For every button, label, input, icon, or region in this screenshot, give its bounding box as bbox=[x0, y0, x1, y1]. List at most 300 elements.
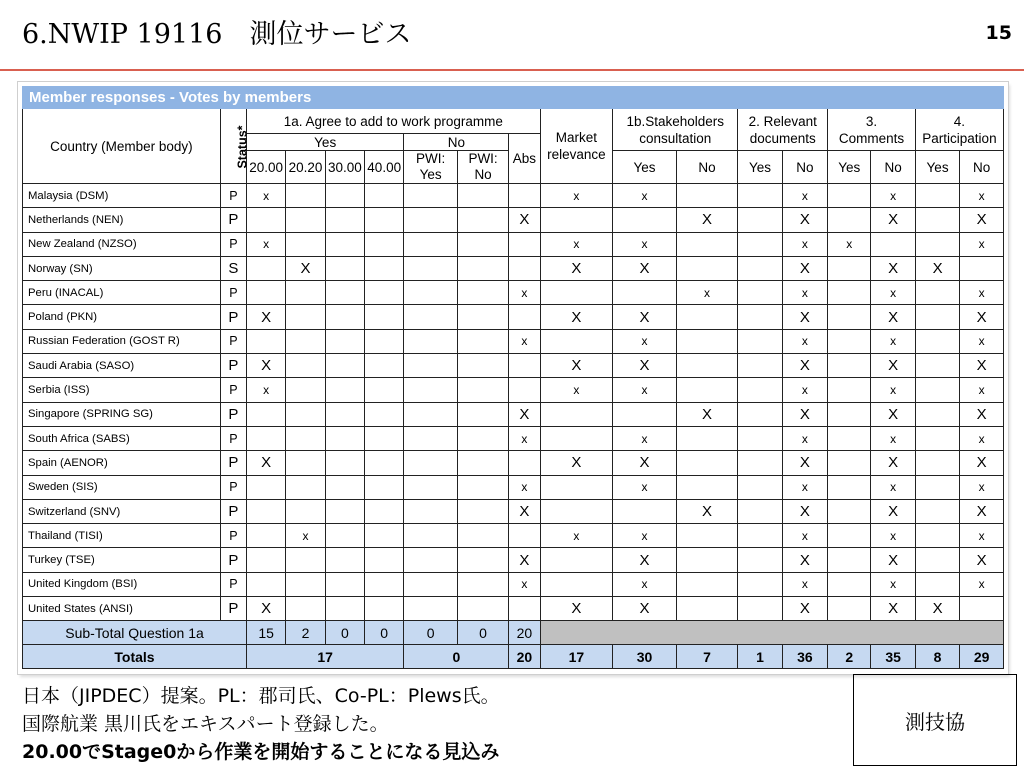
pwi-no-header: PWI: No bbox=[457, 151, 508, 184]
participation-yes-header: Yes bbox=[915, 151, 959, 184]
vote-cell: X bbox=[676, 402, 738, 426]
status-cell: P bbox=[220, 597, 246, 621]
vote-cell bbox=[738, 232, 782, 256]
vote-cell: X bbox=[871, 597, 915, 621]
vote-cell: X bbox=[871, 451, 915, 475]
vote-cell bbox=[828, 402, 871, 426]
vote-cell bbox=[509, 524, 540, 548]
vote-cell: X bbox=[782, 354, 827, 378]
documents-header: 2. Relevant documents bbox=[738, 109, 828, 151]
vote-cell: X bbox=[871, 208, 915, 232]
vote-cell bbox=[540, 329, 613, 353]
country-cell: Norway (SN) bbox=[23, 256, 221, 280]
stakeholders-header: 1b.Stakeholders consultation bbox=[613, 109, 738, 151]
vote-cell: X bbox=[782, 548, 827, 572]
vote-cell: x bbox=[509, 572, 540, 596]
vote-cell bbox=[828, 572, 871, 596]
vote-cell: X bbox=[782, 305, 827, 329]
vote-cell bbox=[738, 524, 782, 548]
vote-cell bbox=[365, 208, 404, 232]
vote-cell bbox=[540, 402, 613, 426]
vote-cell bbox=[676, 524, 738, 548]
country-cell: Sweden (SIS) bbox=[23, 475, 221, 499]
vote-cell bbox=[286, 184, 325, 208]
country-cell: South Africa (SABS) bbox=[23, 426, 221, 450]
country-cell: Netherlands (NEN) bbox=[23, 208, 221, 232]
vote-cell bbox=[286, 281, 325, 305]
vote-cell: x bbox=[871, 281, 915, 305]
table-row bbox=[23, 354, 1004, 378]
vote-cell bbox=[365, 281, 404, 305]
vote-cell bbox=[828, 378, 871, 402]
vote-cell: X bbox=[509, 402, 540, 426]
status-cell: P bbox=[220, 524, 246, 548]
vote-cell: x bbox=[676, 281, 738, 305]
vote-cell bbox=[613, 402, 677, 426]
vote-cell bbox=[286, 354, 325, 378]
table-row bbox=[23, 208, 1004, 232]
vote-cell bbox=[915, 402, 959, 426]
vote-cell: x bbox=[871, 329, 915, 353]
vote-cell bbox=[540, 572, 613, 596]
country-cell: Serbia (ISS) bbox=[23, 378, 221, 402]
vote-cell: X bbox=[871, 548, 915, 572]
vote-cell: x bbox=[871, 184, 915, 208]
vote-cell: X bbox=[247, 597, 286, 621]
vote-cell bbox=[676, 475, 738, 499]
vote-cell bbox=[457, 451, 508, 475]
vote-cell bbox=[325, 184, 364, 208]
vote-cell: x bbox=[509, 329, 540, 353]
vote-cell bbox=[828, 548, 871, 572]
country-cell: United States (ANSI) bbox=[23, 597, 221, 621]
vote-cell: x bbox=[613, 572, 677, 596]
subtotal-cell: 2 bbox=[286, 621, 325, 645]
vote-cell: X bbox=[960, 354, 1004, 378]
status-cell: P bbox=[220, 572, 246, 596]
vote-cell bbox=[828, 499, 871, 523]
table-row bbox=[23, 597, 1004, 621]
vote-cell bbox=[457, 378, 508, 402]
vote-cell: X bbox=[960, 208, 1004, 232]
vote-cell bbox=[325, 232, 364, 256]
yes-col-header: 30.00 bbox=[325, 151, 364, 184]
vote-cell bbox=[247, 426, 286, 450]
vote-cell bbox=[676, 256, 738, 280]
country-cell: Russian Federation (GOST R) bbox=[23, 329, 221, 353]
vote-cell bbox=[325, 597, 364, 621]
vote-cell: x bbox=[782, 572, 827, 596]
vote-cell bbox=[247, 208, 286, 232]
totals-documents-no: 36 bbox=[782, 645, 827, 669]
totals-participation-no: 29 bbox=[960, 645, 1004, 669]
vote-cell bbox=[676, 232, 738, 256]
yes-col-header: 20.00 bbox=[247, 151, 286, 184]
vote-cell: x bbox=[782, 329, 827, 353]
vote-cell bbox=[457, 597, 508, 621]
vote-cell: X bbox=[871, 305, 915, 329]
vote-cell: x bbox=[782, 524, 827, 548]
votes-table bbox=[22, 86, 1004, 669]
page-number: 15 bbox=[985, 22, 1012, 44]
table-row bbox=[23, 305, 1004, 329]
vote-cell bbox=[828, 208, 871, 232]
vote-cell bbox=[404, 232, 457, 256]
vote-cell bbox=[540, 475, 613, 499]
footnote-line: 20.00でStage0から作業を開始することになる見込み bbox=[22, 741, 500, 763]
yes-group-header: Yes bbox=[247, 134, 404, 151]
vote-cell bbox=[404, 256, 457, 280]
vote-cell bbox=[915, 426, 959, 450]
vote-cell: x bbox=[613, 329, 677, 353]
vote-cell bbox=[915, 208, 959, 232]
vote-cell bbox=[325, 548, 364, 572]
vote-cell bbox=[457, 281, 508, 305]
vote-cell bbox=[325, 475, 364, 499]
vote-cell bbox=[828, 305, 871, 329]
country-cell: Malaysia (DSM) bbox=[23, 184, 221, 208]
slide-title: 6.NWIP 19116 測位サービス bbox=[22, 19, 412, 50]
vote-cell bbox=[540, 499, 613, 523]
vote-cell bbox=[738, 499, 782, 523]
vote-cell bbox=[738, 402, 782, 426]
vote-cell: x bbox=[871, 475, 915, 499]
vote-cell: x bbox=[782, 281, 827, 305]
participation-header: 4. Participation bbox=[915, 109, 1003, 151]
vote-cell: x bbox=[960, 524, 1004, 548]
vote-cell bbox=[738, 256, 782, 280]
totals-no: 0 bbox=[404, 645, 509, 669]
comments-no-header: No bbox=[871, 151, 915, 184]
vote-cell bbox=[915, 354, 959, 378]
vote-cell bbox=[457, 499, 508, 523]
vote-cell bbox=[404, 402, 457, 426]
vote-cell: x bbox=[782, 426, 827, 450]
vote-cell: X bbox=[960, 548, 1004, 572]
vote-cell bbox=[738, 378, 782, 402]
vote-cell: x bbox=[960, 329, 1004, 353]
vote-cell bbox=[325, 451, 364, 475]
totals-row bbox=[23, 645, 1004, 669]
vote-cell bbox=[915, 329, 959, 353]
vote-cell bbox=[676, 378, 738, 402]
country-header: Country (Member body) bbox=[23, 109, 221, 184]
participation-no-header: No bbox=[960, 151, 1004, 184]
vote-cell bbox=[365, 184, 404, 208]
table-row bbox=[23, 524, 1004, 548]
vote-cell: x bbox=[509, 426, 540, 450]
vote-cell bbox=[915, 548, 959, 572]
totals-yes: 17 bbox=[247, 645, 404, 669]
vote-cell bbox=[404, 208, 457, 232]
vote-cell bbox=[365, 475, 404, 499]
vote-cell bbox=[738, 597, 782, 621]
vote-cell bbox=[828, 524, 871, 548]
vote-cell bbox=[828, 426, 871, 450]
table-row bbox=[23, 426, 1004, 450]
status-cell: S bbox=[220, 256, 246, 280]
vote-cell: X bbox=[782, 499, 827, 523]
vote-cell: x bbox=[960, 572, 1004, 596]
table-row bbox=[23, 451, 1004, 475]
vote-cell bbox=[325, 426, 364, 450]
vote-cell bbox=[286, 426, 325, 450]
vote-cell bbox=[738, 572, 782, 596]
vote-cell: X bbox=[613, 354, 677, 378]
vote-cell bbox=[457, 524, 508, 548]
vote-cell: X bbox=[915, 597, 959, 621]
vote-cell: x bbox=[782, 378, 827, 402]
vote-cell: X bbox=[613, 256, 677, 280]
vote-cell bbox=[404, 572, 457, 596]
vote-cell bbox=[738, 548, 782, 572]
vote-cell bbox=[457, 208, 508, 232]
status-cell: P bbox=[220, 232, 246, 256]
vote-cell bbox=[540, 548, 613, 572]
totals-participation-yes: 8 bbox=[915, 645, 959, 669]
vote-cell: X bbox=[509, 208, 540, 232]
subtotal-label: Sub-Total Question 1a bbox=[23, 621, 247, 645]
vote-cell: X bbox=[782, 402, 827, 426]
status-cell: P bbox=[220, 305, 246, 329]
vote-cell: x bbox=[871, 524, 915, 548]
comments-header: 3. Comments bbox=[828, 109, 916, 151]
vote-cell bbox=[457, 232, 508, 256]
no-group-header: No bbox=[404, 134, 509, 151]
pwi-yes-header: PWI: Yes bbox=[404, 151, 457, 184]
vote-cell bbox=[325, 305, 364, 329]
vote-cell bbox=[509, 597, 540, 621]
abs-header: Abs bbox=[509, 134, 540, 184]
subtotal-cell: 15 bbox=[247, 621, 286, 645]
vote-cell bbox=[509, 354, 540, 378]
vote-cell bbox=[738, 281, 782, 305]
vote-cell: X bbox=[540, 354, 613, 378]
vote-cell bbox=[457, 354, 508, 378]
vote-cell bbox=[404, 597, 457, 621]
vote-cell: X bbox=[286, 256, 325, 280]
vote-cell bbox=[676, 451, 738, 475]
documents-yes-header: Yes bbox=[738, 151, 782, 184]
status-cell: P bbox=[220, 499, 246, 523]
vote-cell bbox=[960, 597, 1004, 621]
vote-cell bbox=[404, 451, 457, 475]
vote-cell: X bbox=[247, 451, 286, 475]
vote-cell bbox=[915, 524, 959, 548]
vote-cell bbox=[676, 329, 738, 353]
organization-box: 測技協 bbox=[853, 674, 1017, 766]
table-row bbox=[23, 232, 1004, 256]
vote-cell: x bbox=[871, 572, 915, 596]
vote-cell bbox=[365, 548, 404, 572]
vote-cell: x bbox=[782, 232, 827, 256]
vote-cell bbox=[738, 426, 782, 450]
status-cell: P bbox=[220, 208, 246, 232]
vote-cell: X bbox=[540, 451, 613, 475]
vote-cell: X bbox=[509, 548, 540, 572]
vote-cell bbox=[915, 572, 959, 596]
vote-cell: x bbox=[540, 378, 613, 402]
totals-label: Totals bbox=[23, 645, 247, 669]
subtotal-blank bbox=[540, 621, 1003, 645]
comments-yes-header: Yes bbox=[828, 151, 871, 184]
subtotal-cell: 0 bbox=[457, 621, 508, 645]
subtotal-cell: 0 bbox=[365, 621, 404, 645]
vote-cell: x bbox=[960, 184, 1004, 208]
vote-cell bbox=[915, 475, 959, 499]
totals-comments-yes: 2 bbox=[828, 645, 871, 669]
vote-cell bbox=[828, 597, 871, 621]
country-cell: Spain (AENOR) bbox=[23, 451, 221, 475]
table-row bbox=[23, 572, 1004, 596]
vote-cell bbox=[365, 426, 404, 450]
vote-cell: x bbox=[613, 184, 677, 208]
vote-cell bbox=[915, 305, 959, 329]
vote-cell bbox=[828, 184, 871, 208]
vote-cell bbox=[365, 402, 404, 426]
table-row bbox=[23, 499, 1004, 523]
vote-cell bbox=[738, 329, 782, 353]
vote-cell: X bbox=[247, 354, 286, 378]
vote-cell bbox=[738, 451, 782, 475]
vote-cell bbox=[365, 597, 404, 621]
vote-cell bbox=[286, 305, 325, 329]
vote-cell bbox=[247, 524, 286, 548]
vote-cell bbox=[871, 232, 915, 256]
vote-cell: x bbox=[613, 475, 677, 499]
vote-cell bbox=[540, 426, 613, 450]
vote-cell: x bbox=[540, 232, 613, 256]
vote-cell: X bbox=[871, 256, 915, 280]
vote-cell bbox=[738, 354, 782, 378]
vote-cell: X bbox=[676, 208, 738, 232]
vote-cell bbox=[738, 208, 782, 232]
footnote bbox=[22, 682, 500, 766]
vote-cell: X bbox=[613, 548, 677, 572]
vote-cell: X bbox=[960, 305, 1004, 329]
vote-cell: x bbox=[960, 426, 1004, 450]
vote-cell bbox=[915, 499, 959, 523]
totals-comments-no: 35 bbox=[871, 645, 915, 669]
vote-cell bbox=[509, 256, 540, 280]
status-cell: P bbox=[220, 475, 246, 499]
vote-cell bbox=[613, 281, 677, 305]
vote-cell bbox=[828, 354, 871, 378]
vote-cell: X bbox=[960, 402, 1004, 426]
vote-cell: x bbox=[871, 378, 915, 402]
vote-cell bbox=[613, 208, 677, 232]
market-relevance-header: Market relevance bbox=[540, 109, 613, 184]
vote-cell bbox=[613, 499, 677, 523]
vote-cell bbox=[915, 451, 959, 475]
vote-cell: X bbox=[782, 597, 827, 621]
vote-cell bbox=[828, 256, 871, 280]
vote-cell bbox=[457, 475, 508, 499]
country-cell: New Zealand (NZSO) bbox=[23, 232, 221, 256]
vote-cell bbox=[404, 499, 457, 523]
vote-cell: X bbox=[960, 451, 1004, 475]
status-cell: P bbox=[220, 354, 246, 378]
vote-cell bbox=[676, 305, 738, 329]
vote-cell bbox=[457, 256, 508, 280]
table-row bbox=[23, 378, 1004, 402]
vote-cell bbox=[828, 451, 871, 475]
yes-col-header: 40.00 bbox=[365, 151, 404, 184]
totals-stakeholders-no: 7 bbox=[676, 645, 738, 669]
vote-cell: x bbox=[613, 426, 677, 450]
vote-cell bbox=[404, 329, 457, 353]
vote-cell bbox=[365, 354, 404, 378]
vote-cell bbox=[540, 281, 613, 305]
vote-cell: X bbox=[540, 597, 613, 621]
vote-cell bbox=[509, 184, 540, 208]
vote-cell bbox=[247, 572, 286, 596]
vote-cell: X bbox=[540, 256, 613, 280]
title-divider bbox=[0, 69, 1024, 71]
status-header: Status* bbox=[220, 109, 246, 184]
vote-cell bbox=[915, 378, 959, 402]
vote-cell bbox=[365, 378, 404, 402]
stakeholders-no-header: No bbox=[676, 151, 738, 184]
vote-cell bbox=[325, 572, 364, 596]
vote-cell bbox=[286, 402, 325, 426]
vote-cell bbox=[365, 256, 404, 280]
vote-cell: X bbox=[782, 451, 827, 475]
vote-cell bbox=[509, 451, 540, 475]
vote-cell bbox=[325, 402, 364, 426]
vote-cell: X bbox=[613, 305, 677, 329]
vote-cell bbox=[457, 402, 508, 426]
totals-documents-yes: 1 bbox=[738, 645, 782, 669]
vote-cell: x bbox=[613, 378, 677, 402]
vote-cell: X bbox=[871, 354, 915, 378]
country-cell: United Kingdom (BSI) bbox=[23, 572, 221, 596]
vote-cell bbox=[457, 305, 508, 329]
status-cell: P bbox=[220, 281, 246, 305]
vote-cell bbox=[365, 451, 404, 475]
vote-cell: X bbox=[613, 597, 677, 621]
vote-cell bbox=[247, 475, 286, 499]
vote-cell bbox=[738, 305, 782, 329]
vote-cell: X bbox=[871, 499, 915, 523]
vote-cell bbox=[676, 597, 738, 621]
status-cell: P bbox=[220, 329, 246, 353]
vote-cell bbox=[247, 402, 286, 426]
vote-cell: x bbox=[960, 378, 1004, 402]
status-cell: P bbox=[220, 548, 246, 572]
vote-cell bbox=[828, 329, 871, 353]
status-cell: P bbox=[220, 402, 246, 426]
vote-cell: x bbox=[782, 475, 827, 499]
table-row bbox=[23, 548, 1004, 572]
vote-cell: x bbox=[960, 475, 1004, 499]
country-cell: Thailand (TISI) bbox=[23, 524, 221, 548]
vote-cell bbox=[457, 184, 508, 208]
vote-cell: X bbox=[960, 499, 1004, 523]
country-cell: Peru (INACAL) bbox=[23, 281, 221, 305]
vote-cell: X bbox=[540, 305, 613, 329]
vote-cell bbox=[404, 378, 457, 402]
vote-cell: x bbox=[247, 378, 286, 402]
vote-cell bbox=[286, 499, 325, 523]
vote-cell bbox=[286, 597, 325, 621]
vote-cell: x bbox=[613, 524, 677, 548]
vote-cell bbox=[325, 378, 364, 402]
vote-cell bbox=[509, 378, 540, 402]
vote-cell: X bbox=[782, 208, 827, 232]
vote-cell bbox=[960, 256, 1004, 280]
vote-cell bbox=[365, 572, 404, 596]
